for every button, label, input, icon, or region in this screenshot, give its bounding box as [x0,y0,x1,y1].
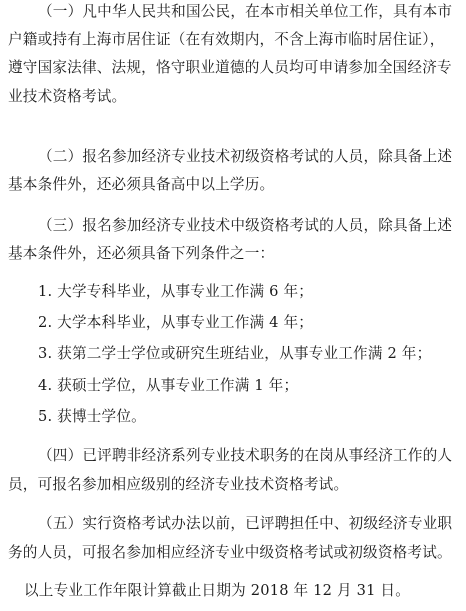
paragraph-5-line-1: （五）实行资格考试办法以前，已评聘担任中、初级经济专业职 [38,515,453,532]
paragraph-2-line-1: （二）报名参加经济专业技术初级资格考试的人员，除具备上述 [38,148,453,165]
condition-item-2: 2. 大学本科毕业，从事专业工作满 4 年； [38,314,314,331]
paragraph-1-line-2: 户籍或持有上海市居住证（在有效期内，不含上海市临时居住证）， [8,31,445,48]
condition-item-4: 4. 获硕士学位，从事专业工作满 1 年； [38,377,299,394]
paragraph-4-line-1: （四）已评聘非经济系列专业技术职务的在岗从事经济工作的人 [38,447,453,464]
paragraph-3-line-2: 基本条件外，还必须具备下列条件之一： [8,245,275,262]
paragraph-1-line-4: 业技术资格考试。 [8,88,127,105]
footer-note: 以上专业工作年限计算截止日期为 2018 年 12 月 31 日。 [24,582,410,599]
paragraph-1-line-1: （一）凡中华人民共和国公民，在本市相关单位工作，具有本市 [38,3,453,20]
paragraph-5-line-2: 务的人员，可报名参加相应经济专业中级资格考试或初级资格考试。 [8,544,452,561]
paragraph-4-line-2: 员，可报名参加相应级别的经济专业技术资格考试。 [8,476,349,493]
paragraph-3-line-1: （三）报名参加经济专业技术中级资格考试的人员，除具备上述 [38,217,453,234]
condition-item-5: 5. 获博士学位。 [38,408,146,425]
paragraph-2-line-2: 基本条件外，还必须具备高中以上学历。 [8,176,275,193]
paragraph-1-line-3: 遵守国家法律、法规，恪守职业道德的人员均可申请参加全国经济专 [8,59,452,76]
condition-item-3: 3. 获第二学士学位或研究生班结业，从事专业工作满 2 年； [38,345,432,362]
condition-item-1: 1. 大学专科毕业，从事专业工作满 6 年； [38,283,314,300]
